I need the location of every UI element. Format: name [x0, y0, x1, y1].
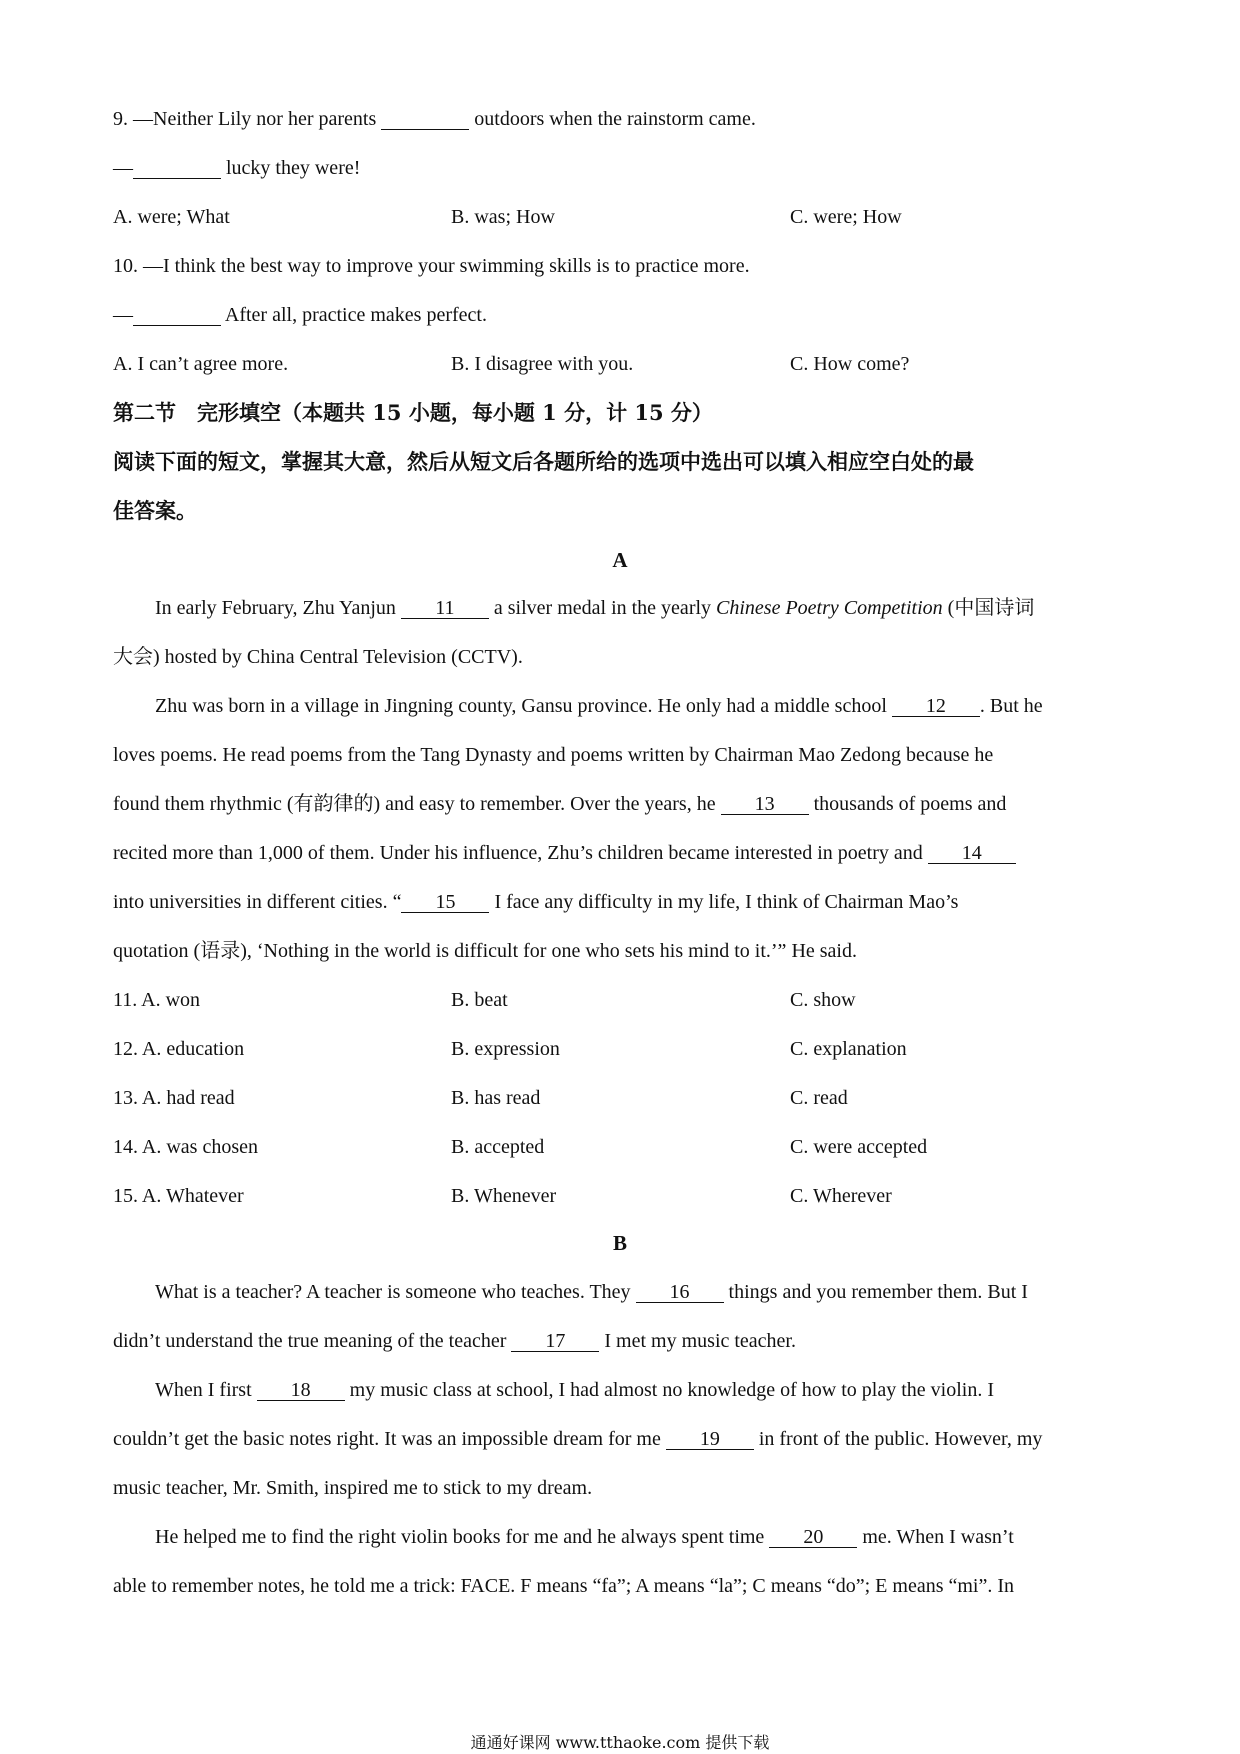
q15-option-a: 15. A. Whatever [113, 1185, 244, 1207]
q15-options [113, 1186, 1133, 1210]
q9-response: — lucky they were! [113, 157, 361, 179]
passage-a-p2-line-2: loves poems. He read poems from the Tang Dynasty and poems written by Chairman Mao Zedong because he [113, 744, 994, 766]
section-instruction-line-2: 佳答案。 [113, 498, 197, 523]
q14-option-b: B. accepted [451, 1136, 545, 1158]
q9-blank-1 [381, 109, 469, 130]
blank-14: 14 [928, 843, 1016, 864]
q13-options [113, 1088, 1133, 1112]
q11-option-c: C. show [790, 989, 856, 1011]
q11-options [113, 990, 1133, 1014]
q12-option-a: 12. A. education [113, 1038, 245, 1060]
blank-20: 20 [769, 1527, 857, 1548]
q12-options [113, 1039, 1133, 1063]
passage-a-p2-line-5: into universities in different cities. “ 15 I face any difficulty in my life, I think of Chairman Mao’s [113, 891, 959, 913]
competition-title: Chinese Poetry Competition [716, 597, 943, 619]
q9-stem: 9. —Neither Lily nor her parents outdoors when the rainstorm came. [113, 108, 756, 130]
section-title: 第二节 完形填空（本题共 15 小题，每小题 1 分，计 15 分） [113, 400, 713, 425]
q10-option-a: A. I can’t agree more. [113, 353, 289, 375]
blank-18: 18 [257, 1380, 345, 1401]
passage-b-p3-line-2: able to remember notes, he told me a trick: FACE. F means “fa”; A means “la”; C means “do”; E means “mi”. In [113, 1575, 1015, 1597]
q11-option-a: 11. A. won [113, 989, 201, 1011]
q9-blank-2 [133, 158, 221, 179]
q10-option-b: B. I disagree with you. [451, 353, 634, 375]
blank-13: 13 [721, 794, 809, 815]
q15-option-b: B. Whenever [451, 1185, 557, 1207]
blank-17: 17 [511, 1331, 599, 1352]
q12-option-c: C. explanation [790, 1038, 907, 1060]
q10-options [113, 354, 1133, 378]
passage-a-p1-line-1: In early February, Zhu Yanjun 11 a silver medal in the yearly Chinese Poetry Competition (中国诗词 [155, 597, 1035, 619]
q11-option-b: B. beat [451, 989, 508, 1011]
q9-options [113, 207, 1133, 231]
passage-b-p2-line-2: couldn’t get the basic notes right. It was an impossible dream for me 19 in front of the public. However, my [113, 1428, 1043, 1450]
q13-option-c: C. read [790, 1087, 848, 1109]
passage-b-p1-line-2: didn’t understand the true meaning of the teacher 17 I met my music teacher. [113, 1330, 796, 1352]
passage-a-p2-line-3: found them rhythmic (有韵律的) and easy to remember. Over the years, he 13 thousands of poems and [113, 793, 1007, 815]
passage-a-p1-line-2: 大会) hosted by China Central Television (CCTV). [113, 646, 523, 668]
page-footer-watermark: 通通好课网 www.tthaoke.com 提供下载 [470, 1733, 770, 1752]
q13-option-b: B. has read [451, 1087, 541, 1109]
q14-option-c: C. were accepted [790, 1136, 928, 1158]
passage-a-p2-line-6: quotation (语录), ‘Nothing in the world is difficult for one who sets his mind to it.’” He said. [113, 940, 857, 962]
passage-a-label: A [612, 548, 628, 572]
passage-a-p2-line-4: recited more than 1,000 of them. Under his influence, Zhu’s children became interested in poetry and 14 [113, 843, 1016, 864]
section-instruction-line-1: 阅读下面的短文，掌握其大意，然后从短文后各题所给的选项中选出可以填入相应空白处的最 [113, 449, 974, 474]
blank-11: 11 [401, 598, 489, 619]
blank-16: 16 [636, 1282, 724, 1303]
blank-15: 15 [401, 892, 489, 913]
q9-option-b: B. was; How [451, 206, 555, 228]
q14-options [113, 1137, 1133, 1161]
q13-option-a: 13. A. had read [113, 1087, 235, 1109]
q15-option-c: C. Wherever [790, 1185, 892, 1207]
q9-option-c: C. were; How [790, 206, 902, 228]
q10-blank [133, 305, 221, 326]
passage-a-p2-line-1: Zhu was born in a village in Jingning county, Gansu province. He only had a middle school 12 . But he [155, 695, 1043, 717]
passage-b-p1-line-1: What is a teacher? A teacher is someone who teaches. They 16 things and you remember them. But I [155, 1281, 1028, 1303]
passage-b-p2-line-1: When I first 18 my music class at school, I had almost no knowledge of how to play the violin. I [155, 1379, 994, 1401]
q14-option-a: 14. A. was chosen [113, 1136, 258, 1158]
q12-option-b: B. expression [451, 1038, 560, 1060]
passage-b-p2-line-3: music teacher, Mr. Smith, inspired me to stick to my dream. [113, 1477, 593, 1499]
q9-option-a: A. were; What [113, 206, 230, 228]
q10-option-c: C. How come? [790, 353, 910, 375]
blank-12: 12 [892, 696, 980, 717]
q10-stem: 10. —I think the best way to improve your swimming skills is to practice more. [113, 255, 750, 277]
passage-b-label: B [612, 1231, 627, 1255]
passage-b-p3-line-1: He helped me to find the right violin books for me and he always spent time 20 me. When I wasn’t [155, 1526, 1014, 1548]
blank-19: 19 [666, 1429, 754, 1450]
q10-response: — After all, practice makes perfect. [113, 304, 487, 326]
